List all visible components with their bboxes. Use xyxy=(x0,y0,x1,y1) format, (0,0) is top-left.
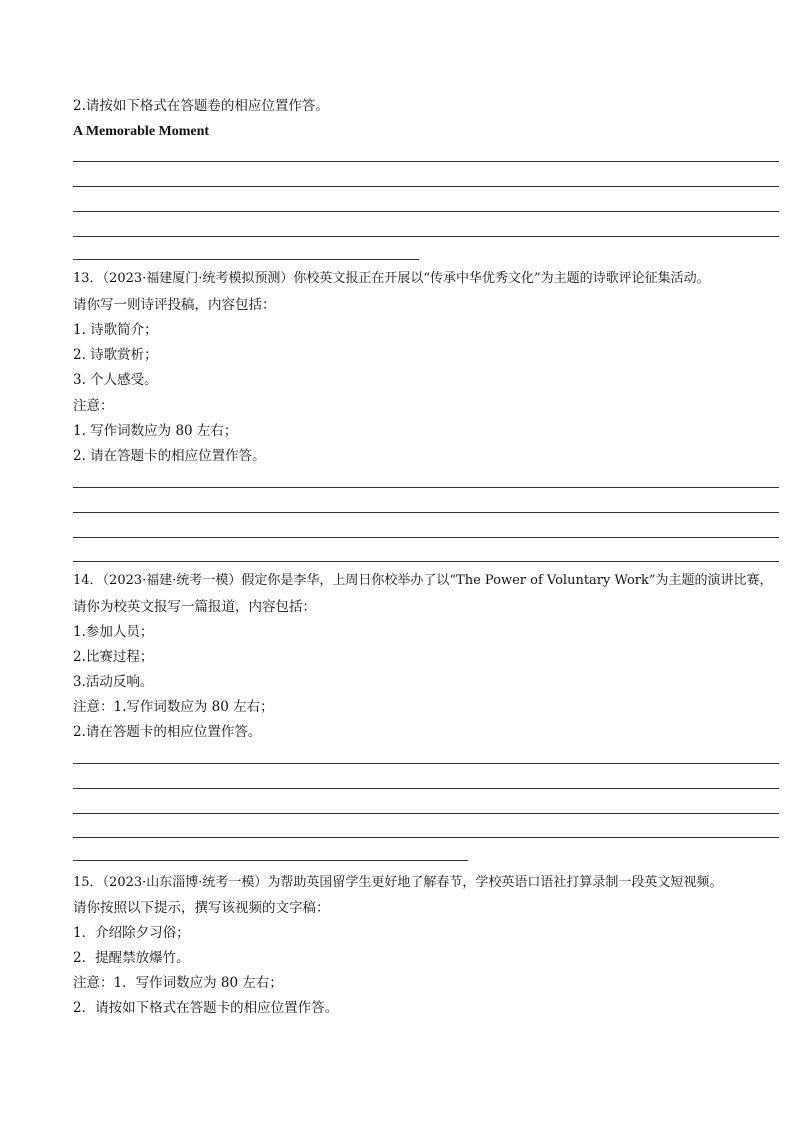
answer-line-short xyxy=(73,860,468,861)
answer-line xyxy=(73,487,779,488)
q13-note-1: 1. 写作词数应为 80 左右； xyxy=(73,423,238,439)
q14-prompt-line1: 14．（2023·福建·统考一模）假定你是李华，上周日你校举办了以“The Power of Voluntary Work”为主题的演讲比赛， xyxy=(73,573,773,588)
q13-note-label: 注意： xyxy=(73,398,114,414)
answer-line xyxy=(73,537,779,538)
q15-prompt-line2: 请你按照以下提示，撰写该视频的文字稿： xyxy=(73,900,330,916)
answer-line xyxy=(73,561,779,562)
answer-line xyxy=(73,813,779,814)
answer-line xyxy=(73,161,779,162)
answer-line-short xyxy=(73,259,419,260)
answer-line xyxy=(73,211,779,212)
q14-point-3: 3.活动反响。 xyxy=(73,674,154,690)
q14-point-1: 1.参加人员； xyxy=(73,624,154,640)
q15-note-2: 2．请按如下格式在答题卡的相应位置作答。 xyxy=(73,1000,339,1016)
q14-note-1: 注意：1.写作词数应为 80 左右； xyxy=(73,699,274,715)
q15-point-2: 2．提醒禁放爆竹。 xyxy=(73,950,190,966)
q13-prompt-line2: 请你写一则诗评投稿，内容包括： xyxy=(73,297,276,313)
instruction-text: 2.请按如下格式在答题卷的相应位置作答。 xyxy=(73,98,329,114)
answer-line xyxy=(73,186,779,187)
q15-prompt-line1: 15．（2023·山东淄博·统考一模）为帮助英国留学生更好地了解春节，学校英语口语社打算录制一段英文短视频。 xyxy=(73,875,723,890)
q15-point-1: 1．介绍除夕习俗； xyxy=(73,925,190,941)
q13-point-3: 3. 个人感受。 xyxy=(73,372,158,388)
q14-note-2: 2.请在答题卡的相应位置作答。 xyxy=(73,724,262,740)
answer-line xyxy=(73,512,779,513)
answer-line xyxy=(73,763,779,764)
q13-point-2: 2. 诗歌赏析； xyxy=(73,347,158,363)
q13-note-2: 2. 请在答题卡的相应位置作答。 xyxy=(73,448,266,464)
q15-note-1: 注意：1．写作词数应为 80 左右； xyxy=(73,975,283,991)
answer-line xyxy=(73,788,779,789)
q14-prompt-line2: 请你为校英文报写一篇报道，内容包括： xyxy=(73,599,316,615)
q13-prompt-line1: 13．（2023·福建厦门·统考模拟预测）你校英文报正在开展以“传承中华优秀文化”为主题的诗歌评论征集活动。 xyxy=(73,271,710,286)
essay-title: A Memorable Moment xyxy=(73,124,210,139)
answer-line xyxy=(73,837,779,838)
answer-line xyxy=(73,236,779,237)
q14-point-2: 2.比赛过程； xyxy=(73,649,154,665)
q13-point-1: 1. 诗歌简介； xyxy=(73,322,158,338)
